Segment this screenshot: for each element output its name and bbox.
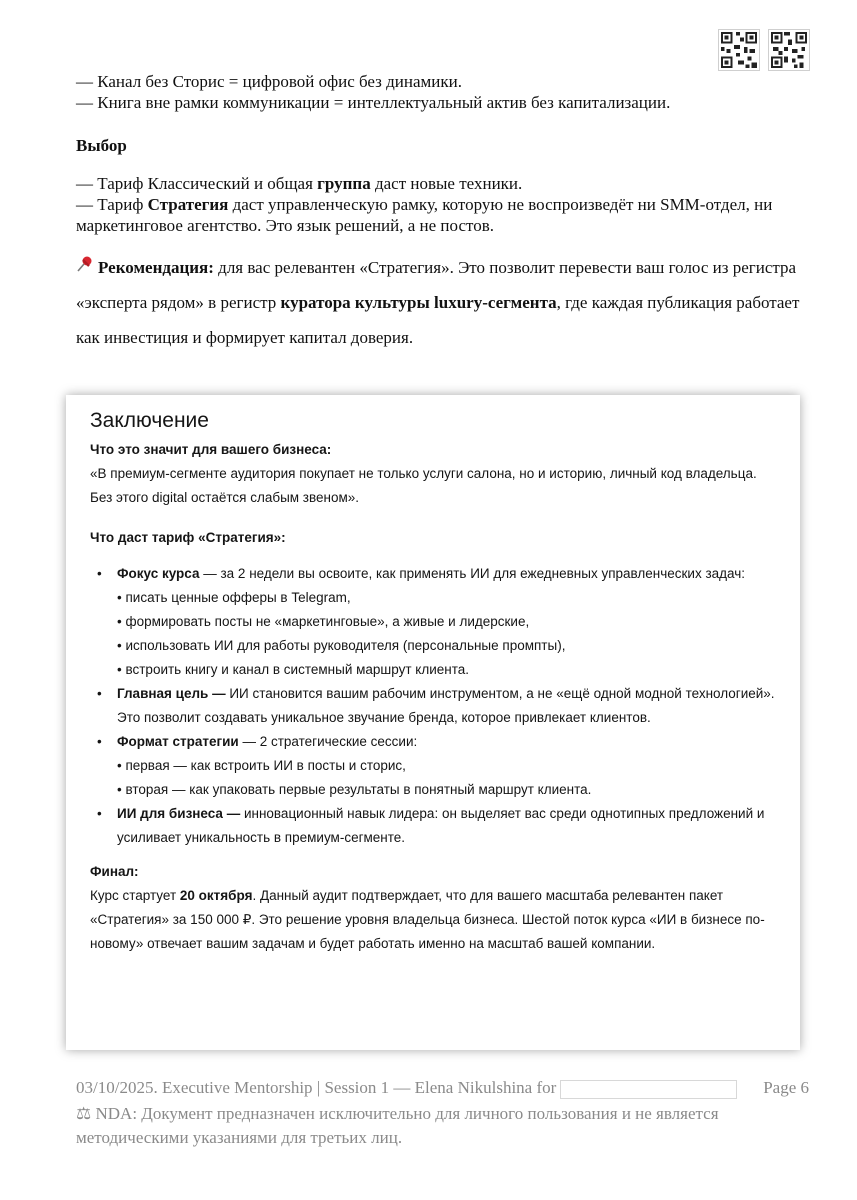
nda-notice xyxy=(76,1102,809,1150)
sub-item: • вторая — как упаковать первые результаты в понятный маршрут клиента. xyxy=(117,782,592,797)
card-question: Что это значит для вашего бизнеса: xyxy=(90,442,332,457)
sub-item: • писать ценные офферы в Telegram, xyxy=(117,590,351,605)
document-body xyxy=(76,71,803,355)
tariff-option-classic: — Тариф Классический и общая группа даст новые техники. xyxy=(76,174,523,193)
footer-session-info: 03/10/2025. Executive Mentorship | Session 1 — Elena Nikulshina for xyxy=(76,1078,557,1097)
sub-item: • встроить книгу и канал в системный маршрут клиента. xyxy=(117,662,470,677)
doc-line: — Книга вне рамки коммуникации = интеллектуальный актив без капитализации. xyxy=(76,93,671,112)
recommendation: Рекомендация: для вас релевантен «Стратегия». Это позволит перевести ваш голос из регистра «эксперта рядом» в регистр куратора культуры luxury-сегмента, где каждая публикация работает как инвестиция и формирует капитал доверия. xyxy=(76,250,803,355)
final-text: Курс стартует 20 октября. Данный аудит подтверждает, что для вашего масштаба релевантен пакет «Стратегия» за 150 000 ₽. Это решение уровня владельца бизнеса. Шестой поток курса «ИИ в бизнесе по-новому» отвечает вашим задачам и будет работать именно на масштаб вашей компании. xyxy=(90,888,765,951)
pushpin-icon xyxy=(76,250,94,285)
sub-item: • формировать посты не «маркетинговые», а живые и лидерские, xyxy=(117,614,530,629)
section-heading: Выбор xyxy=(76,136,127,155)
redacted-field xyxy=(560,1080,737,1099)
final-label: Финал: xyxy=(90,864,139,879)
benefit-list xyxy=(90,562,776,850)
list-item: • ИИ для бизнеса — инновационный навык лидера: он выделяет вас среди однотипных предложений и усиливает уникальность в премиум-сегменте. xyxy=(117,802,776,850)
nda-text: NDA: Документ предназначен исключительно для личного пользования и не является методическими указаниями для третьих лиц. xyxy=(76,1104,719,1147)
list-item: • Фокус курса — за 2 недели вы освоите, как применять ИИ для ежедневных управленческих задач: • писать ценные офферы в Telegram, • формировать посты не «маркетинговые», а живые и лидерские, • использовать ИИ для работы руководителя (персональные промпты), • встроить книгу и канал в системный маршрут клиента. xyxy=(117,562,776,682)
page-number: Page 6 xyxy=(763,1078,809,1097)
qr-code-icon xyxy=(718,29,760,71)
scales-icon: ⚖ xyxy=(76,1104,92,1123)
sub-item: • первая — как встроить ИИ в посты и сторис, xyxy=(117,758,406,773)
card-quote: «В премиум-сегменте аудитория покупает не только услуги салона, но и историю, личный код владельца. Без этого digital остаётся слабым звеном». xyxy=(90,466,757,505)
tariff-option-strategy: — Тариф Стратегия даст управленческую рамку, которую не воспроизведёт ни SMM-отдел, ни маркетинговое агентство. Это язык решений, а не постов. xyxy=(76,195,773,235)
sub-item: • использовать ИИ для работы руководителя (персональные промпты), xyxy=(117,638,566,653)
qr-code-icon xyxy=(768,29,810,71)
card-question: Что даст тариф «Стратегия»: xyxy=(90,530,286,545)
doc-line: — Канал без Сторис = цифровой офис без динамики. xyxy=(76,72,463,91)
page-footer xyxy=(76,1078,809,1099)
conclusion-card xyxy=(66,395,800,1050)
list-item: • Главная цель — ИИ становится вашим рабочим инструментом, а не «ещё одной модной технологией». Это позволит создавать уникальное звучание бренда, которое привлекает клиентов. xyxy=(117,682,776,730)
card-title: Заключение xyxy=(90,409,209,432)
list-item: • Формат стратегии — 2 стратегические сессии: • первая — как встроить ИИ в посты и сторис, • вторая — как упаковать первые результаты в понятный маршрут клиента. xyxy=(117,730,776,802)
